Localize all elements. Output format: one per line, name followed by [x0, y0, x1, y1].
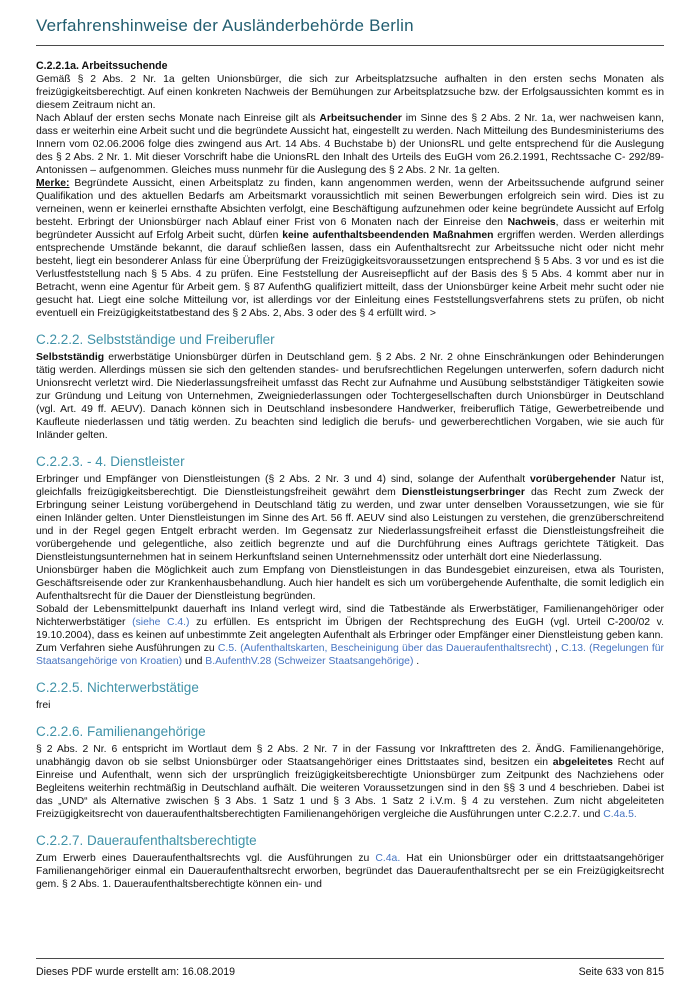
cross-reference-link[interactable]: (siehe C.4.) [132, 617, 190, 628]
paragraph [36, 73, 667, 112]
section-heading: C.2.2.1a. Arbeitssuchende [36, 60, 168, 72]
text-run: Erbringer und Empfänger von Dienstleistungen (§ 2 Abs. 2 Nr. 3 und 4) sind, solange der Aufenthalt [36, 474, 531, 485]
title-divider [36, 45, 664, 46]
page-footer [36, 958, 664, 978]
text-run: Zum Verfahren siehe Ausführungen zu [36, 643, 218, 654]
text-run: § 2 Abs. 2 Nr. 6 entspricht im Wortlaut dem § 2 Abs. 2 Nr. 7 in der Fassung vor Inkrafttreten des 2. ÄndG. Familienangehörige, unabhängig davon ob sie selbst Unionsbürger oder Staatsangehöriger eines Drittstaates sind, besitzen ein [36, 744, 667, 768]
text-run: Merke: [36, 178, 70, 189]
document-section [36, 454, 667, 668]
document-section [36, 724, 667, 821]
text-run: , [551, 643, 562, 654]
text-run: Begründete Aussicht, einen Arbeitsplatz zu finden, kann angenommen werden, wenn der Arbeitssuchende aufgrund seiner Qualifikation und des aktuellen Bedarfs am Arbeitsmarkt voraussichtlich mit seinen Bewerbungen erfolgreich sein wird. Dies ist zu verneinen, wenn er keinerlei ernsthafte Absichten verfolgt, eine Beschäftigung aufzunehmen oder keine begründete Aussicht auf Erfolg besteht. Erbringt der Unionsbürger nach Ablauf einer Frist von 6 Monaten nach der Einreise den [36, 178, 667, 228]
text-run: Selbstständig [36, 352, 105, 363]
footer-created-date: Dieses PDF wurde erstellt am: 16.08.2019 [36, 966, 236, 978]
cross-reference-link[interactable]: C.4a. [375, 853, 401, 864]
document-body [36, 60, 667, 891]
text-run: Unionsbürger haben die Möglichkeit auch zum Empfang von Dienstleistungen in das Bundesgebiet einzureisen, etwa als Touristen, Geschäftsreisende oder zur Krankenhausbehandlung. Auch hier handelt es sich um vorübergehende Aufenthalte, die somit lediglich ein Aufenthaltsrecht für die Dauer der Dienstleistung begründen. [36, 565, 667, 602]
text-run: erwerbstätige Unionsbürger dürfen in Deutschland gem. § 2 Abs. 2 Nr. 2 ohne Einschränkungen oder Behinderungen tätig werden. Allerdings müssen sie sich den geltenden standes- und berufsrechtlichen Regelungen unterwerfen, sofern dadurch nicht Unionsrecht verletzt wird. Die Niederlassungsfreiheit umfasst das Recht zur Aufnahme und Ausübung selbstständiger Tätigkeiten sowie zur Gründung und Leitung von Unternehmen, Zweigniederlassungen oder Tochtergesellschaften durch Unionsbürger in Deutschland (vgl. Art. 49 ff. AEUV). Danach können sich in Deutschland insbesondere Handwerker, freiberuflich Tätige, Gewerbetreibende und Kaufleute niederlassen und tätig werden. Zu beachten sind lediglich die berufs- und gewerberechtlichen Vorgaben, wie sie auch für Inländer gelten. [36, 352, 667, 441]
section-heading: C.2.2.7. Daueraufenthaltsberechtigte [36, 833, 257, 848]
paragraph [36, 743, 667, 821]
cross-reference-link[interactable]: C.5. (Aufenthaltskarten, Bescheinigung über das Daueraufenthaltsrecht) [217, 643, 552, 654]
cross-reference-link[interactable]: C.4a.5. [603, 809, 637, 820]
text-run: Recht auf Einreise und Aufenthalt, wenn sich der ursprünglich freizügigkeitsberechtigte Unionsbürger zum Zeitpunkt des Nachziehens oder Begleitens weiterhin rechtmäßig in Deutschland aufhält. Die weiteren Voraussetzungen sind in den §§ 3 und 4 beschrieben. Dabei ist das „UND“ als Alternative zwischen § 3 Abs. 1 Satz 1 und § 3 Abs. 1 Satz 2 i.V.m. § 4 zu verstehen. Zum nicht abgeleiteten Freizügigkeitsrecht von daueraufenthaltsberechtigten Familienangehörigen vergleiche die Ausführungen unter C.2.2.7. und [36, 757, 667, 820]
text-run: Dienstleistungserbringer [401, 487, 525, 498]
text-run: Nach Ablauf der ersten sechs Monate nach Einreise gilt als [36, 113, 320, 124]
section-heading: C.2.2.5. Nichterwerbstätige [36, 680, 199, 695]
document-title: Verfahrenshinweise der Ausländerbehörde Berlin [36, 16, 414, 35]
text-run: . [413, 656, 420, 667]
cross-reference-link[interactable]: C.13. (Regelungen für Staatsangehörige von Kroatien) [36, 643, 667, 667]
text-run: Zum Erwerb eines Daueraufenthaltsrechts vgl. die Ausführungen zu [36, 853, 376, 864]
paragraph [36, 642, 667, 668]
text-run: vorübergehender [530, 474, 616, 485]
document-section [36, 60, 667, 320]
cross-reference-link[interactable]: B.AufenthV.28 (Schweizer Staatsangehörige) [205, 656, 414, 667]
text-run: ergriffen werden. Werden allerdings entsprechende Umstände bekannt, die darauf schließen lassen, dass ein Aufenthaltsrecht zur Arbeitssuche nicht oder nicht mehr besteht, liegt ein besonderer Anlass für eine Überprüfung der Freizügigkeitsvoraussetzungen entsprechend § 5 Abs. 3 vor und es ist die Verlustfeststellung nach § 5 Abs. 4 zu prüfen. Eine Feststellung der Ausreisepflicht auf der Basis des § 5 Abs. 4 kommt aber nur in Betracht, wenn eine Agentur für Arbeit gem. § 87 AufenthG qualifiziert mitteilt, dass der Unionsbürger keine Arbeit mehr sucht oder nie gesucht hat. Liegt eine solche Mitteilung vor, ist allerdings vor der Einleitung eines Feststellungsverfahrens stets zu prüfen, ob nicht eventuell ein Freizügigkeitstatbestand des § 2 Abs. 2, Abs. 3 oder des § 4 erfüllt wird. > [36, 230, 667, 319]
paragraph [36, 177, 667, 320]
text-run: im Sinne des § 2 Abs. 2 Nr. 1a, wer nachweisen kann, dass er weiterhin eine Arbeit sucht und die begründete Aussicht hat, eingestellt zu werden. Nach Mitteilung des Bundesministeriums des Innern vom 02.06.2006 folge dies zwingend aus Art. 14 Abs. 4 Buchstabe b) der UnionsRL und gelte entsprechend für die Auslegung des § 2 Abs. 2 Nr. 1. Mit dieser Vorschrift habe die UnionsRL den Inhalt des Urteils des EuGH vom 26.2.1991, Rechtssache C- 292/89- Antonissen – aufgenommen. Gleiches muss nunmehr für die Auslegung des § 2 Abs. 2 Nr. 1a gelten. [36, 113, 667, 176]
document-section [36, 332, 667, 442]
text-run: das Recht zum Zweck der Erbringung seiner Leistung vorübergehend in Deutschland tätig zu werden, und zwar unter denselben Voraussetzungen, wie sie für einen Inländer gelten. Unter Dienstleistungen im Sinne des Art. 56 ff. AEUV sind also Leistungen zu verstehen, die grenzüberschreitend und in der Regel gegen Entgelt erbracht werden. Im Gegensatz zur Niederlassungsfreiheit erfasst die Dienstleistungsfreiheit die vorübergehende und gelegentliche, also zeitlich begrenzte und auf die Durchführung eines Auftrags gerichtete Tätigkeit. Das Dienstleistungsunternehmen hat in seinem Herkunftsland seinen Unternehmenssitz oder unterhält dort eine Niederlassung. [36, 487, 667, 563]
text-run: , dass er weiterhin mit begründeter Aussicht auf Erfolg Arbeit sucht, dürfen [36, 217, 667, 241]
section-heading: C.2.2.6. Familienangehörige [36, 724, 206, 739]
footer-page-number: Seite 633 von 815 [578, 966, 664, 978]
text-run: und [182, 656, 206, 667]
text-run: zu erfüllen. Es entspricht im Übrigen der Rechtsprechung des EuGH (vgl. Urteil C-200/02 v. 19.10.2004), dass es keinen auf unbestimmte Zeit angelegten Aufenthalt als Erbringer oder Empfänger einer Dienstleistung geben kann. [36, 617, 667, 641]
paragraph [36, 699, 664, 712]
text-run: Sobald der Lebensmittelpunkt dauerhaft ins Inland verlegt wird, sind die Tatbestände als Erwerbstätiger, Familienangehöriger oder Nichterwerbstätiger [36, 604, 667, 628]
text-run: abgeleitetes [552, 757, 613, 768]
paragraph [36, 564, 667, 603]
text-run: Nachweis [507, 217, 556, 228]
text-run: Arbeitsuchender [319, 113, 402, 124]
text-run: keine aufenthaltsbeendenden Maßnahmen [282, 230, 494, 241]
paragraph [36, 603, 667, 642]
text-run: Hat ein Unionsbürger oder ein drittstaatsangehöriger Familienangehöriger einmal ein Daueraufenthaltsrecht erworben, begründet das Daueraufenthaltsrecht per se ein Freizügigkeitsrecht gem. § 2 Abs. 1. Daueraufenthaltsberechtigte können ein- und [36, 853, 667, 890]
text-run: Gemäß § 2 Abs. 2 Nr. 1a gelten Unionsbürger, die sich zur Arbeitsplatzsuche aufhalten in den ersten sechs Monaten als freizügigkeitsberechtigt. Auf einen konkreten Nachweis der Bemühungen zur Arbeitsplatzsuche bzw. der Erfolgsaussichten kommt es in diesem Zeitraum nicht an. [36, 74, 667, 111]
document-section [36, 833, 667, 891]
section-heading: C.2.2.2. Selbstständige und Freiberufler [36, 332, 275, 347]
paragraph [36, 112, 667, 177]
paragraph [36, 852, 667, 891]
paragraph [36, 351, 667, 442]
text-run: frei [36, 700, 51, 711]
document-section [36, 680, 664, 712]
section-heading: C.2.2.3. - 4. Dienstleister [36, 454, 185, 469]
text-run: Natur ist, gleichfalls freizügigkeitsberechtigt. Die Dienstleistungsfreiheit gewährt dem [36, 474, 667, 498]
paragraph [36, 473, 667, 564]
